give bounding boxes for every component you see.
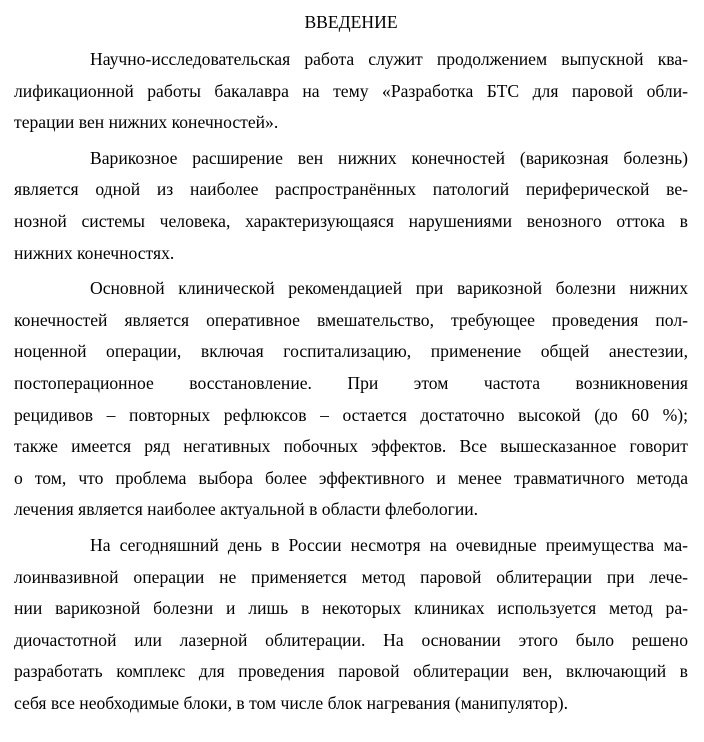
paragraph-line: Варикозное расширение вен нижних конечностей (варикозная болезнь) [90,147,688,168]
paragraph-line: нии варикозной болезни и лишь в некоторых клиниках используется метод ра- [14,598,688,619]
section-title: ВВЕДЕНИЕ [304,12,398,32]
paragraph-line: постоперационное восстановление. При этом частота возникновения [14,372,688,393]
paragraph [14,530,688,720]
paragraph-line: нижних конечностях. [14,242,175,263]
paragraph-line: лечения является наиболее актуальной в области флебологии. [14,499,479,520]
paragraph-line: себя все необходимые блоки, в том числе блок нагревания (манипулятор). [14,692,569,713]
paragraph-line: разработать комплекс для проведения паровой облитерации вен, включающий в [14,661,688,682]
paragraph-line: лоинвазивной операции не применяется метод паровой облитерации при лече- [14,566,688,587]
paragraph-line: ноценной операции, включая госпитализацию, применение общей анестезии, [14,341,688,362]
document-page [14,6,688,723]
paragraph-line: о том, что проблема выбора более эффективного и менее травматичного метода [14,467,688,488]
paragraph-line: Основной клинической рекомендацией при варикозной болезни нижних [90,278,688,299]
paragraph-line: На сегодняшний день в России несмотря на очевидные преимущества ма- [90,534,688,555]
paragraph-line: терации вен нижних конечностей». [14,112,279,133]
paragraph-line: также имеется ряд негативных побочных эффектов. Все вышесказанное говорит [14,436,688,457]
paragraph-line: лификационной работы бакалавра на тему «Разработка БТС для паровой обли- [14,80,688,101]
paragraph-line: Научно-исследовательская работа служит продолжением выпускной ква- [90,49,688,69]
paragraph [14,273,688,526]
paragraph-line: конечностей является оперативное вмешательство, требующее проведения пол- [14,309,688,330]
paragraph-line: диочастотной или лазерной облитерации. На основании этого было решено [14,629,688,650]
paragraph-line: нозной системы человека, характеризующаяся нарушениями венозного оттока в [14,210,688,231]
paragraph [14,44,688,139]
paragraph-line: рецидивов – повторных рефлюксов – остается достаточно высокой (до 60 %); [14,404,688,425]
paragraph-line: является одной из наиболее распространённых патологий периферической ве- [14,179,688,200]
paragraph [14,143,688,269]
document-body [14,44,688,719]
